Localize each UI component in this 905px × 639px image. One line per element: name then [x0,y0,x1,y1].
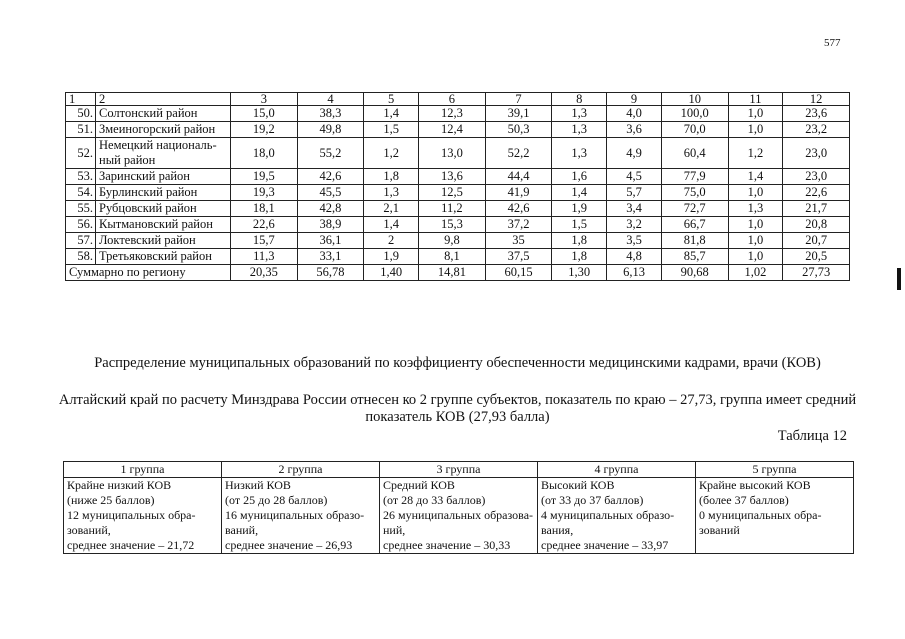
row-number: 51. [66,122,96,138]
header-cell: 9 [607,93,662,106]
table-row [66,233,850,249]
value-cell: 1,4 [552,185,607,201]
value-cell: 2,1 [364,201,419,217]
table-row [66,106,850,122]
total-value: 56,78 [297,265,364,281]
value-cell: 13,0 [419,138,486,169]
value-cell: 1,0 [728,217,783,233]
group-count: 0 муниципальных обра-зований [699,508,822,537]
value-cell: 42,6 [485,201,552,217]
value-cell: 72,7 [661,201,728,217]
district-name: Локтевский район [96,233,231,249]
value-cell: 38,9 [297,217,364,233]
value-cell: 3,2 [607,217,662,233]
value-cell: 52,2 [485,138,552,169]
value-cell: 1,3 [552,122,607,138]
header-cell: 11 [728,93,783,106]
group-name: 4 группа [538,462,696,478]
page-number: 577 [824,37,841,49]
group-level: Низкий КОВ [225,478,291,492]
header-cell: 1 [66,93,96,106]
total-value: 1,02 [728,265,783,281]
value-cell: 60,4 [661,138,728,169]
table-row [66,138,850,169]
group-level: Средний КОВ [383,478,455,492]
value-cell: 37,5 [485,249,552,265]
value-cell: 41,9 [485,185,552,201]
value-cell: 20,7 [783,233,850,249]
value-cell: 12,3 [419,106,486,122]
total-value: 6,13 [607,265,662,281]
value-cell: 1,0 [728,233,783,249]
total-row [66,265,850,281]
district-name: Рубцовский район [96,201,231,217]
district-name: Кытмановский район [96,217,231,233]
value-cell: 23,6 [783,106,850,122]
value-cell: 11,3 [231,249,298,265]
total-value: 20,35 [231,265,298,281]
value-cell: 81,8 [661,233,728,249]
district-indicators-table [65,92,850,281]
group-details-cell [222,478,380,554]
group-range: (более 37 баллов) [699,493,789,507]
total-value: 1,30 [552,265,607,281]
total-value: 60,15 [485,265,552,281]
value-cell: 4,8 [607,249,662,265]
value-cell: 1,8 [552,233,607,249]
total-value: 90,68 [661,265,728,281]
district-name: Солтонский район [96,106,231,122]
value-cell: 50,3 [485,122,552,138]
group-count: 12 муниципальных обра-зований, [67,508,196,537]
header-cell: 3 [231,93,298,106]
value-cell: 1,9 [552,201,607,217]
value-cell: 44,4 [485,169,552,185]
value-cell: 66,7 [661,217,728,233]
group-name: 3 группа [380,462,538,478]
district-name: Бурлинский район [96,185,231,201]
group-details-cell [696,478,854,554]
value-cell: 5,7 [607,185,662,201]
group-range: (ниже 25 баллов) [67,493,155,507]
value-cell: 23,0 [783,169,850,185]
value-cell: 9,8 [419,233,486,249]
group-details-cell [64,478,222,554]
value-cell: 38,3 [297,106,364,122]
value-cell: 18,0 [231,138,298,169]
row-number: 56. [66,217,96,233]
district-name: Заринский район [96,169,231,185]
value-cell: 42,8 [297,201,364,217]
table-header-row [66,93,850,106]
value-cell: 1,4 [364,217,419,233]
value-cell: 1,0 [728,106,783,122]
value-cell: 18,1 [231,201,298,217]
header-cell: 12 [783,93,850,106]
value-cell: 1,4 [728,169,783,185]
value-cell: 12,4 [419,122,486,138]
value-cell: 19,2 [231,122,298,138]
summary-paragraph: Алтайский край по расчету Минздрава России отнесен ко 2 группе субъектов, показатель по краю – 27,73, группа имеет средний показатель КОВ (27,93 балла) [58,392,857,425]
value-cell: 70,0 [661,122,728,138]
group-count: 4 муниципальных образо-вания, [541,508,675,537]
value-cell: 1,4 [364,106,419,122]
scan-margin-mark [897,268,901,290]
row-number: 53. [66,169,96,185]
group-avg: среднее значение – 26,93 [225,538,353,552]
value-cell: 77,9 [661,169,728,185]
group-count: 16 муниципальных образо-ваний, [225,508,365,537]
table-label: Таблица 12 [777,428,847,444]
value-cell: 13,6 [419,169,486,185]
value-cell: 8,1 [419,249,486,265]
group-count: 26 муниципальных образова-ний, [383,508,534,537]
header-cell: 4 [297,93,364,106]
value-cell: 1,5 [364,122,419,138]
section-heading: Распределение муниципальных образований по коэффициенту обеспеченности медицинскими кадрами, врачи (КОВ) [94,355,821,371]
value-cell: 1,3 [552,106,607,122]
total-value: 27,73 [783,265,850,281]
table-row [66,185,850,201]
value-cell: 1,0 [728,249,783,265]
table-row [66,249,850,265]
value-cell: 3,5 [607,233,662,249]
table-row [66,201,850,217]
row-number: 58. [66,249,96,265]
value-cell: 23,0 [783,138,850,169]
value-cell: 39,1 [485,106,552,122]
value-cell: 20,8 [783,217,850,233]
group-avg: среднее значение – 21,72 [67,538,195,552]
district-name: Змеиногорский район [96,122,231,138]
group-avg: среднее значение – 30,33 [383,538,511,552]
district-name: Немецкий националь-ный район [96,138,231,169]
row-number: 52. [66,138,96,169]
value-cell: 15,7 [231,233,298,249]
group-name: 1 группа [64,462,222,478]
value-cell: 21,7 [783,201,850,217]
row-number: 57. [66,233,96,249]
value-cell: 15,3 [419,217,486,233]
value-cell: 19,3 [231,185,298,201]
value-cell: 4,5 [607,169,662,185]
row-number: 55. [66,201,96,217]
value-cell: 49,8 [297,122,364,138]
value-cell: 85,7 [661,249,728,265]
group-level: Крайне высокий КОВ [699,478,811,492]
value-cell: 1,6 [552,169,607,185]
group-range: (от 25 до 28 баллов) [225,493,328,507]
header-cell: 2 [96,93,231,106]
value-cell: 100,0 [661,106,728,122]
value-cell: 4,0 [607,106,662,122]
value-cell: 1,2 [364,138,419,169]
value-cell: 42,6 [297,169,364,185]
group-avg: среднее значение – 33,97 [541,538,669,552]
kov-groups-table [63,461,854,554]
table-row [66,217,850,233]
group-name: 2 группа [222,462,380,478]
value-cell: 22,6 [783,185,850,201]
value-cell: 1,0 [728,185,783,201]
value-cell: 4,9 [607,138,662,169]
value-cell: 1,3 [552,138,607,169]
value-cell: 20,5 [783,249,850,265]
value-cell: 1,0 [728,122,783,138]
header-cell: 8 [552,93,607,106]
value-cell: 36,1 [297,233,364,249]
header-cell: 6 [419,93,486,106]
value-cell: 2 [364,233,419,249]
value-cell: 1,8 [364,169,419,185]
total-value: 1,40 [364,265,419,281]
value-cell: 3,6 [607,122,662,138]
value-cell: 12,5 [419,185,486,201]
group-level: Крайне низкий КОВ [67,478,172,492]
group-details-cell [380,478,538,554]
header-cell: 7 [485,93,552,106]
value-cell: 45,5 [297,185,364,201]
group-details-row [64,478,854,554]
value-cell: 11,2 [419,201,486,217]
value-cell: 55,2 [297,138,364,169]
value-cell: 75,0 [661,185,728,201]
value-cell: 1,3 [728,201,783,217]
group-level: Высокий КОВ [541,478,615,492]
value-cell: 37,2 [485,217,552,233]
value-cell: 33,1 [297,249,364,265]
value-cell: 1,5 [552,217,607,233]
value-cell: 3,4 [607,201,662,217]
value-cell: 1,8 [552,249,607,265]
value-cell: 15,0 [231,106,298,122]
value-cell: 1,2 [728,138,783,169]
value-cell: 1,3 [364,185,419,201]
table-row [66,169,850,185]
value-cell: 1,9 [364,249,419,265]
header-cell: 10 [661,93,728,106]
group-name: 5 группа [696,462,854,478]
total-value: 14,81 [419,265,486,281]
row-number: 50. [66,106,96,122]
district-name: Третьяковский район [96,249,231,265]
value-cell: 19,5 [231,169,298,185]
group-range: (от 28 до 33 баллов) [383,493,486,507]
group-range: (от 33 до 37 баллов) [541,493,644,507]
header-cell: 5 [364,93,419,106]
group-details-cell [538,478,696,554]
total-label: Суммарно по региону [66,265,231,281]
value-cell: 22,6 [231,217,298,233]
value-cell: 23,2 [783,122,850,138]
table-row [66,122,850,138]
value-cell: 35 [485,233,552,249]
group-header-row [64,462,854,478]
row-number: 54. [66,185,96,201]
